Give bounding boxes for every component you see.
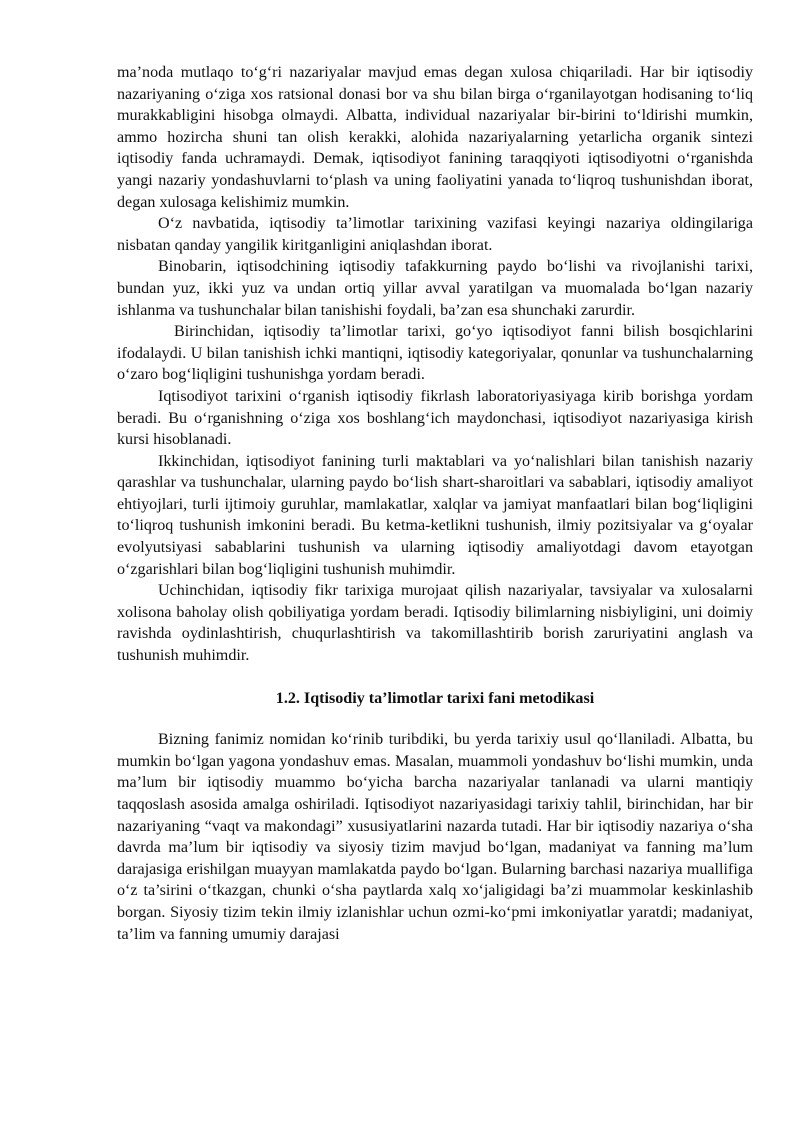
paragraph-second-reason: Ikkinchidan, iqtisodiyot fanining turli maktablari va yo‘nalishlari bilan tanishish nazariy qarashlar va tushunchalar, ularning paydo bo‘lish shart-sharoitlari va sabablari, iqtisodiy amaliyot ehtiyojlari, turli ijtimoiy guruhlar, mamlakatlar, xalqlar va jamiyat manfaatlari bilan bog‘liqligini to‘liqroq tushunish imkonini beradi. Bu ketma-ketlikni tushunish, ilmiy pozitsiyalar va g‘oyalar evolyutsiyasi sabablarini tushunish va ularning iqtisodiy amaliyotdagi davom etayotgan o‘zgarishlari bilan bog‘liqligini tushunish muhimdir. (117, 452, 753, 578)
section-heading: 1.2. Iqtisodiy ta’limotlar tarixi fani metodikasi (275, 689, 595, 707)
paragraph-binobarin: Binobarin, iqtisodchining iqtisodiy tafakkurning paydo bo‘lishi va rivojlanishi tarixi, bundan yuz, ikki yuz va undan ortiq yillar avval yaratilgan va muomalada bo‘lgan nazariy ishlanma va tushunchalar bilan tanishishi foydali, ba’zan esa shunchaki zarurdir. (117, 258, 753, 319)
paragraph-continuation: ma’noda mutlaqo to‘g‘ri nazariyalar mavjud emas degan xulosa chiqariladi. Har bir iqtisodiy nazariyaning o‘ziga xos ratsional donasi bor va shu bilan birga o‘rganilayotgan hodisaning to‘liq murakkabligini hisobga olmaydi. Albatta, individual nazariyalar bir-birini to‘ldirishi mumkin, ammo hozircha shuni tan olish kerakki, alohida nazariyalarning yetarlicha organik sintezi iqtisodiy fanda uchramaydi. Demak, iqtisodiyot fanining taraqqiyoti iqtisodiyotni o‘rganishda yangi nazariy yondashuvlarni to‘plash va uning faoliyatini yanada to‘liqroq tushunishdan iborat, degan xulosaga kelishimiz mumkin. (117, 64, 753, 211)
paragraph-first-reason: Birinchidan, iqtisodiy ta’limotlar tarixi, go‘yo iqtisodiyot fanni bilish bosqichlarini ifodalaydi. U bilan tanishish ichki mantiqni, iqtisodiy kategoriyalar, qonunlar va tushunchalarning o‘zaro bog‘liqligini tushunishga yordam beradi. (117, 323, 753, 384)
paragraph-third-reason: Uchinchidan, iqtisodiy fikr tarixiga murojaat qilish nazariyalar, tavsiyalar va xulosalarni xolisona baholay olish qobiliyatiga yordam beradi. Iqtisodiy bilimlarning nisbiyligini, uni doimiy ravishda oydinlashtirish, chuqurlashtirish va takomillashtirib borish zaruriyatini anglash va tushunish muhimdir. (117, 582, 753, 665)
document-page (117, 62, 753, 945)
paragraph-laboratory: Iqtisodiyot tarixini o‘rganish iqtisodiy fikrlash laboratoriyasiyaga kirib borishga yordam beradi. Bu o‘rganishning o‘ziga xos boshlang‘ich maydonchasi, iqtisodiyot nazariyasiga kirish kursi hisoblanadi. (117, 387, 753, 449)
paragraph-method: Bizning fanimiz nomidan ko‘rinib turibdiki, bu yerda tarixiy usul qo‘llaniladi. Albatta, bu mumkin bo‘lgan yagona yondashuv emas. Masalan, muammoli yondashuv bo‘lishi mumkin, unda ma’lum bir iqtisodiy muammo bo‘yicha barcha nazariyalar tanlanadi va ularni mantiqiy taqqoslash asosida amalga oshiriladi. Iqtisodiyot nazariyasidagi tarixiy tahlil, birinchidan, har bir nazariyaning “vaqt va makondagi” xususiyatlarini nazarda tutadi. Har bir iqtisodiy nazariya o‘sha davrda ma’lum bir iqtisodiy va siyosiy tizim mavjud bo‘lgan, madaniyat va fanning ma’lum darajasiga erishilgan muayyan mamlakatda paydo bo‘lgan. Bularning barchasi nazariya muallifiga o‘z ta’sirini o‘tkazgan, chunki o‘sha paytlarda xalq xo‘jaligidagi ba’zi muammolar keskinlashib borgan. Siyosiy tizim tekin ilmiy izlanishlar uchun ozmi-ko‘pmi imkoniyatlar yaratdi; madaniyat, ta’lim va fanning umumiy darajasi (117, 731, 753, 943)
paragraph-task-of-history: O‘z navbatida, iqtisodiy ta’limotlar tarixining vazifasi keyingi nazariya oldingilariga nisbatan qanday yangilik kiritganligini aniqlashdan iborat. (117, 215, 753, 254)
